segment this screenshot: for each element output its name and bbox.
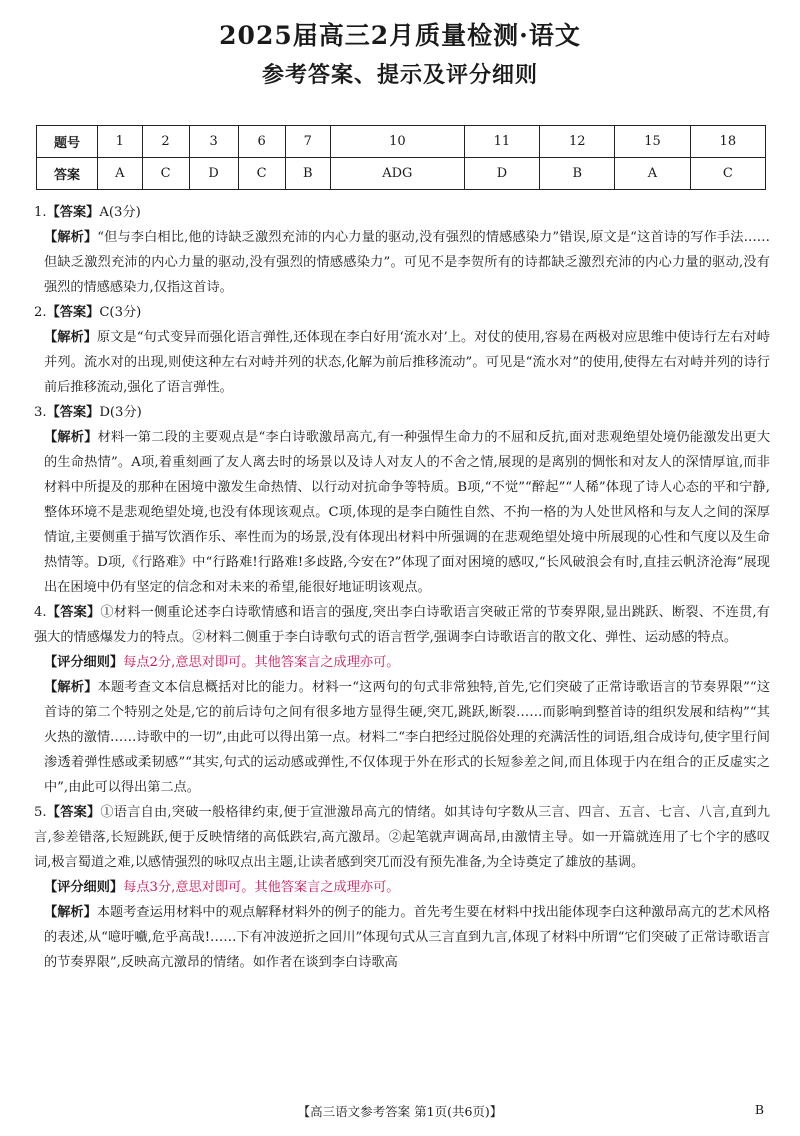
grading-label: 【评分细则】: [44, 655, 124, 670]
question-2-analysis: [34, 325, 770, 400]
table-cell: 7: [285, 126, 330, 158]
question-5-analysis: [34, 900, 770, 975]
analysis-label: 【解析】: [44, 230, 98, 245]
table-cell: B: [540, 158, 615, 190]
question-4-grading: [34, 650, 770, 675]
analysis-text: 本题考查运用材料中的观点解释材料外的例子的能力。首先考生要在材料中找出能体现李白这种激昂高亢的艺术风格的表述,从“噫吁嚱,危乎高哉!……下有冲波逆折之回川”体现句式从三言直到九言,体现了材料中所谓“它们突破了正常诗歌语言的节奏界限”,反映高亢激昂的情绪。如作者在谈到李白诗歌高: [44, 905, 771, 970]
footer-paper-code: B: [754, 1102, 764, 1117]
row-label-number: 题号: [37, 126, 98, 158]
table-cell: 10: [330, 126, 464, 158]
answer-text: A(3分): [99, 205, 141, 220]
question-5-answer: [34, 800, 770, 875]
question-number: 1.: [34, 205, 47, 220]
table-cell: 15: [615, 126, 690, 158]
table-cell: B: [285, 158, 330, 190]
table-cell: C: [238, 158, 285, 190]
table-cell: 18: [690, 126, 765, 158]
answer-text: ①语言自由,突破一般格律约束,便于宣泄激昂高亢的情绪。如其诗句字数从三言、四言、五言、七言、八言,直到九言,参差错落,长短跳跃,便于反映情绪的高低跌宕,高亢激昂。②起笔就声调高昂,由激情主导。如一开篇就连用了七个字的感叹词,极言蜀道之难,以感情强烈的咏叹点出主题,让读者感到突兀而没有预先准备,为全诗奠定了雄放的基调。: [34, 805, 770, 870]
question-3-answer: [34, 400, 770, 425]
table-cell: A: [615, 158, 690, 190]
answer-text: ①材料一侧重论述李白诗歌情感和语言的强度,突出李白诗歌语言突破正常的节奏界限,显出跳跃、断裂、不连贯,有强大的情感爆发力的特点。②材料二侧重于李白诗歌句式的语言哲学,强调李白诗歌语言的散文化、弹性、运动感的特点。: [34, 605, 770, 645]
question-number: 2.: [34, 305, 47, 320]
table-cell: 6: [238, 126, 285, 158]
question-4-answer: [34, 600, 770, 650]
row-label-answer: 答案: [37, 158, 98, 190]
answer-label: 【答案】: [46, 205, 100, 220]
answer-table: [36, 125, 766, 190]
table-cell: 11: [464, 126, 539, 158]
footer-page-info: 【高三语文参考答案 第1页(共6页)】: [297, 1104, 503, 1119]
table-cell: 12: [540, 126, 615, 158]
analysis-label: 【解析】: [44, 905, 97, 920]
table-cell: C: [142, 158, 189, 190]
answer-text: D(3分): [99, 405, 142, 420]
table-cell: C: [690, 158, 765, 190]
question-4-analysis: [34, 675, 770, 800]
question-3-analysis: [34, 425, 770, 600]
analysis-text: 本题考查文本信息概括对比的能力。材料一“这两句的句式非常独特,首先,它们突破了正常诗歌语言的节奏界限”“这首诗的第二个特别之处是,它的前后诗句之间有很多地方显得生硬,突兀,跳跃,断裂……而影响到整首诗的组织发展和结构”“其火热的激情……诗歌中的一切”,由此可以得出第一点。材料二“李白把经过脱俗处理的充满活性的词语,组合成诗句,使字里行间渗透着弹性感或柔韧感”“其实,句式的运动感或弹性,不仅体现于外在形式的长短参差之间,而且体现于内在组合的正反虚实之中”,由此可以得出第二点。: [44, 680, 771, 795]
analysis-label: 【解析】: [44, 680, 98, 695]
analysis-text: 材料一第二段的主要观点是“李白诗歌激昂高亢,有一种强悍生命力的不屈和反抗,面对悲观绝望处境仍能激发出更大的生命热情”。A项,着重刻画了友人离去时的场景以及诗人对友人的不舍之情,展现的是离别的惆怅和对友人的深情厚谊,而非材料中所提及的那种在困境中激发生命热情、以行动对抗命争等特质。B项,“不觉”“醉起”“人稀”体现了诗人心态的平和宁静,整体环境不是悲观绝望处境,也没有体现该观点。C项,体现的是李白随性自然、不拘一格的为人处世风格和与友人之间的深厚情谊,主要侧重于描写饮酒作乐、率性而为的场景,没有体现出材料中所强调的在悲观绝望处境中所展现的心性和气度以及生命热情等。D项,《行路难》中“行路难!行路难!多歧路,今安在?”体现了面对困境的感叹,“长风破浪会有时,直挂云帆济沧海”展现出在困境中仍有坚定的信念和对未来的希望,能很好地证明该观点。: [44, 430, 771, 595]
table-cell: 1: [98, 126, 143, 158]
answer-text: C(3分): [99, 305, 142, 320]
answer-label: 【答案】: [46, 305, 100, 320]
table-cell: A: [98, 158, 143, 190]
grading-text: 每点3分,意思对即可。其他答案言之成理亦可。: [123, 880, 400, 895]
question-number-row: [37, 126, 766, 158]
table-cell: ADG: [330, 158, 464, 190]
answer-label: 【答案】: [46, 405, 100, 420]
table-cell: D: [189, 158, 238, 190]
question-2-answer: [34, 300, 770, 325]
analysis-label: 【解析】: [44, 430, 98, 445]
answer-label: 【答案】: [46, 605, 101, 620]
grading-label: 【评分细则】: [44, 880, 124, 895]
table-cell: 2: [142, 126, 189, 158]
question-1-answer: [34, 200, 770, 225]
question-5-grading: [34, 875, 770, 900]
table-cell: D: [464, 158, 539, 190]
question-number: 3.: [34, 405, 47, 420]
analysis-text: 原文是“句式变异而强化语言弹性,还体现在李白好用‘流水对’上。对仗的使用,容易在两极对应思维中使诗行左右对峙并列。流水对的出现,则使这种左右对峙并列的状态,化解为前后推移流动”。可见是“流水对”的使用,使得左右对峙并列的诗行前后推移流动,强化了语言弹性。: [44, 330, 770, 395]
question-number: 4.: [34, 605, 47, 620]
answer-label: 【答案】: [46, 805, 101, 820]
analysis-label: 【解析】: [44, 330, 97, 345]
question-number: 5.: [34, 805, 47, 820]
answer-row: [37, 158, 766, 190]
answer-explanations: [34, 200, 770, 975]
grading-text: 每点2分,意思对即可。其他答案言之成理亦可。: [123, 655, 400, 670]
question-1-analysis: [34, 225, 770, 300]
page-subtitle: 参考答案、提示及评分细则: [261, 62, 538, 88]
page-title: 2025届高三2月质量检测·语文: [219, 21, 581, 50]
analysis-text: “但与李白相比,他的诗缺乏激烈充沛的内心力量的驱动,没有强烈的情感感染力”错误,原文是“这首诗的写作手法……但缺乏激烈充沛的内心力量的驱动,没有强烈的情感感染力”。可见不是李贺所有的诗都缺乏激烈充沛的内心力量的驱动,没有强烈的情感感染力,仅指这首诗。: [44, 230, 770, 295]
table-cell: 3: [189, 126, 238, 158]
